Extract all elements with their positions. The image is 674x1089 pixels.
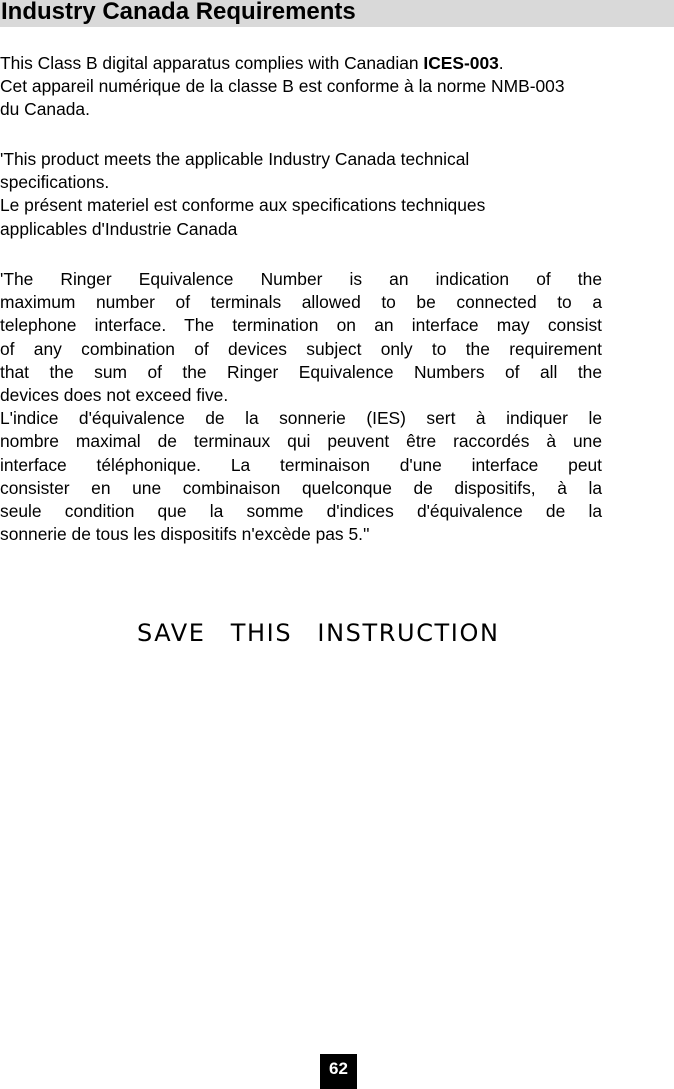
ringer-line: 'The Ringer Equivalence Number is an indication of the — [0, 269, 602, 289]
class-b-english-line — [0, 52, 674, 75]
ringer-line-fr: sonnerie de tous les dispositifs n'excède pas 5.'' — [0, 524, 370, 545]
page-title: Industry Canada Requirements — [1, 0, 356, 25]
ringer-equivalence-paragraph — [0, 268, 602, 546]
save-instruction-heading: SAVE THIS INSTRUCTION — [137, 619, 500, 647]
class-b-french-line: Cet appareil numérique de la classe B est conforme à la norme NMB-003 — [0, 76, 565, 97]
ringer-line-fr: seule condition que la somme d'indices d'équivalence de la — [0, 501, 602, 522]
page-number: 62 — [320, 1054, 357, 1089]
section-title-bar — [0, 0, 674, 27]
ringer-line-fr: interface téléphonique. La terminaison d'une interface peut — [0, 454, 602, 475]
ringer-line-fr: consister en une combinaison quelconque de dispositifs, à la — [0, 477, 602, 498]
ringer-line: maximum number of terminals allowed to be connected to a — [0, 292, 602, 313]
ringer-line: that the sum of the Ringer Equivalence Numbers of all the — [0, 361, 602, 382]
technical-spec-paragraph — [0, 148, 674, 241]
class-b-compliance-paragraph — [0, 52, 674, 122]
class-b-french-line-end: du Canada. — [0, 99, 90, 120]
class-b-suffix: . — [498, 53, 504, 73]
ringer-line-fr: nombre maximal de terminaux qui peuvent être raccordés à une — [0, 431, 602, 452]
technical-line: specifications. — [0, 172, 110, 193]
ices-code: ICES-003 — [423, 53, 499, 73]
technical-line: 'This product meets the applicable Industry Canada technical — [0, 149, 470, 169]
ringer-line-fr: L'indice d'équivalence de la sonnerie (IES) sert à indiquer le — [0, 408, 602, 429]
ringer-line: devices does not exceed five. — [0, 385, 229, 406]
ringer-line: of any combination of devices subject only to the requirement — [0, 338, 602, 359]
ringer-line: telephone interface. The termination on an interface may consist — [0, 315, 602, 336]
class-b-prefix: This Class B digital apparatus complies with Canadian — [0, 53, 424, 73]
technical-line: Le présent materiel est conforme aux specifications techniques — [0, 195, 486, 216]
technical-line: applicables d'Industrie Canada — [0, 218, 238, 239]
